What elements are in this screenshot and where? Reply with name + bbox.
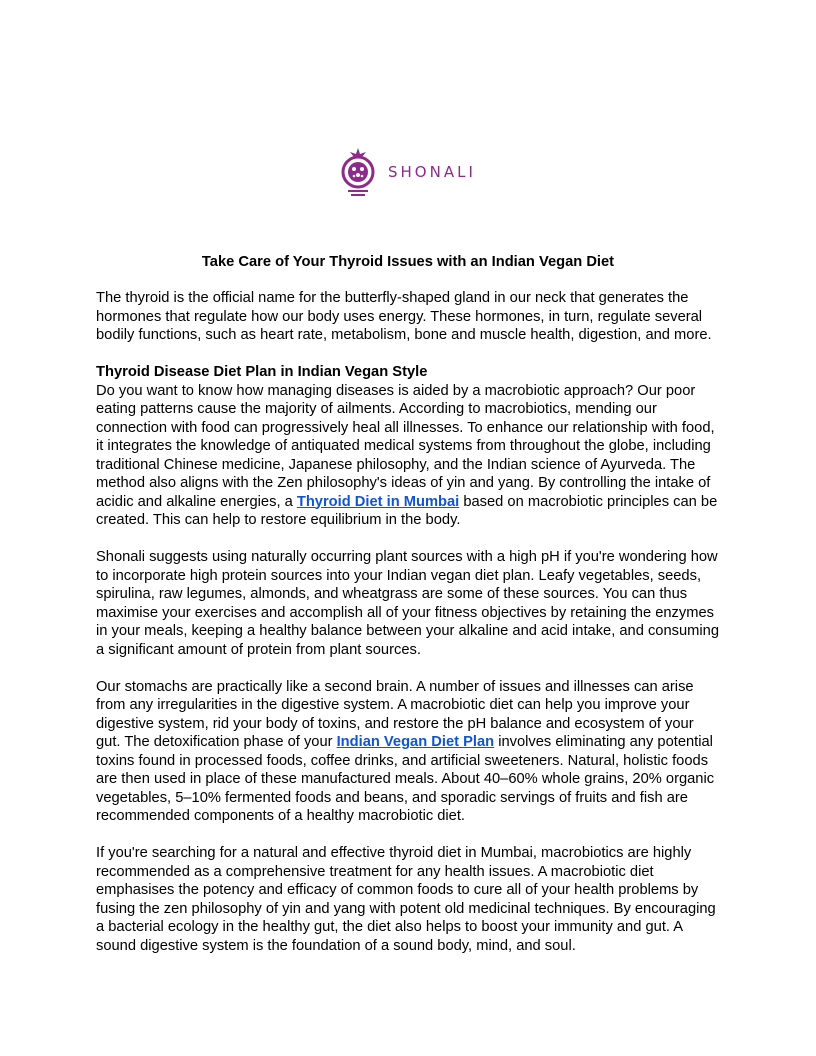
- brand-name: SHONALI: [388, 163, 476, 181]
- paragraph-protein: Shonali suggests using naturally occurring plant sources with a high pH if you're wondering how to incorporate high protein sources into your Indian vegan diet plan. Leafy vegetables, seeds, spirulina, raw legumes, almonds, and wheatgrass are some of these sources. You can thus maximise your exercises and accomplish all of your fitness objectives by retaining the enzymes in your meals, keeping a healthy balance between your alkaline and acid intake, and consuming a significant amount of protein from plant sources.: [96, 549, 719, 658]
- paragraph-macrobiotic: [96, 382, 720, 530]
- paragraph-text: involves eliminating any potential toxins found in processed foods, coffee drinks, and artificial sweeteners. Natural, holistic foods are then used in place of these manufactured meals. About 40–60% whole grains, 20% organic vegetables, 5–10% fermented foods and beans, and sporadic servings of fruits and fish are recommended components of a healthy macrobiotic diet.: [96, 734, 715, 824]
- page-title: Take Care of Your Thyroid Issues with an Indian Vegan Diet: [201, 254, 615, 270]
- article-body: [96, 289, 720, 974]
- paragraph-text: Do you want to know how managing diseases is aided by a macrobiotic approach? Our poor eating patterns cause the majority of ailments. According to macrobiotics, mending our connection with food can progressively heal all illnesses. To enhance our relationship with food, it integrates the knowledge of antiquated medical systems from throughout the globe, including traditional Chinese medicine, Japanese philosophy, and the Indian science of Ayurveda. The method also aligns with the Zen philosophy's ideas of yin and yang. By controlling the intake of acidic and alkaline energies, a: [96, 382, 715, 510]
- paragraph-text: Our stomachs are practically like a second brain. A number of issues and illnesses can arise from any irregularities in the digestive system. A macrobiotic diet can help you improve your digestive system, rid your body of toxins, and restore the pH balance and ecosystem of your gut. The detoxification phase of your: [96, 678, 694, 750]
- intro-paragraph: The thyroid is the official name for the butterfly-shaped gland in our neck that generates the hormones that regulate how our body uses energy. These hormones, in turn, regulate several bodily functions, such as heart rate, metabolism, bone and muscle health, digestion, and more.: [96, 290, 712, 343]
- indian-vegan-diet-plan-link[interactable]: Indian Vegan Diet Plan: [336, 734, 495, 750]
- thyroid-diet-mumbai-link[interactable]: Thyroid Diet in Mumbai: [296, 493, 460, 510]
- paragraph-conclusion: If you're searching for a natural and effective thyroid diet in Mumbai, macrobiotics are highly recommended as a comprehensive treatment for any health issues. A macrobiotic diet emphasises the potency and efficacy of common foods to cure all of your health problems by fusing the zen philosophy of yin and yang with potent old medicinal techniques. By encouraging a bacterial ecology in the healthy gut, the diet also helps to boost your immunity and gut. A sound digestive system is the foundation of a sound body, mind, and soul.: [96, 845, 716, 954]
- paragraph-text: based on macrobiotic principles can be created. This can help to restore equilibrium in the body.: [96, 493, 718, 528]
- brand-logo: [340, 146, 476, 198]
- pomegranate-logo-icon: [340, 146, 376, 198]
- section-heading: Thyroid Disease Diet Plan in Indian Vegan Style: [96, 364, 428, 380]
- paragraph-digestion: [96, 678, 720, 826]
